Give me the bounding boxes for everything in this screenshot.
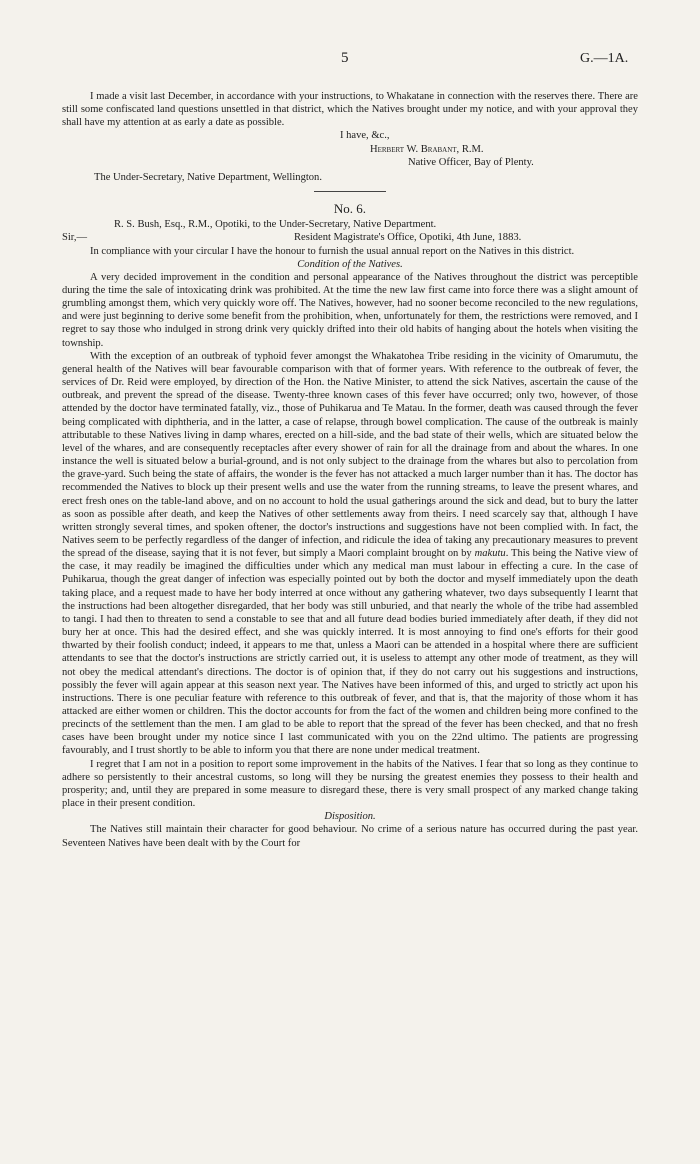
disposition-paragraph-1: The Natives still maintain their character for good behaviour. No crime of a serious nature has occurred during the past year. Seventeen Natives have been dealt with by the Court for — [62, 824, 638, 849]
section-heading-condition: Condition of the Natives. — [297, 258, 403, 270]
closing-line: I have, &c., — [340, 130, 390, 142]
signature-name: Herbert W. Brabant, R.M. — [370, 143, 484, 155]
page-header — [0, 52, 700, 72]
salutation-row — [62, 231, 638, 244]
makutu-term: makutu — [474, 548, 506, 560]
document-reference: G.—1A. — [580, 51, 629, 66]
condition-paragraph-1: A very decided improvement in the condition and personal appearance of the Natives throughout the district was perceptible during the time the sale of intoxicating drink was prohibited. At the time the new law first came into force there was a slight amount of grumbling amongst them, which very quickly wore off. The Natives, however, had no sooner become reconciled to the new regulations, and were just beginning to derive some benefit from the prohibition, when, unfortunately for them, the restrictions were removed, and I regret to say those who indulged in strong drink very quickly drifted into their old habits of hanging about the hotels when visiting the township. — [62, 271, 638, 349]
signature-title: Native Officer, Bay of Plenty. — [408, 156, 534, 168]
section-heading-disposition: Disposition. — [324, 811, 376, 823]
condition-paragraph-2-part-a: With the exception of an outbreak of typhoid fever amongst the Whakatohea Tribe residing in the vicinity of Omarumutu, the general health of the Natives will bear favourable comparison with that of former years. With reference to the outbreak of fever, the services of Dr. Reid were employed, by direction of the Hon. the Native Minister, to attend the sick Natives, ascertain the cause of the outbreak, and prevent the spread of the disease. Twenty-three known cases of this fever have occurred; only two, however, of those attended by the doctor have terminated fatally, viz., those of Puhikarua and Te Matau. In the former, death was caused through the fever being complicated with diphtheria, and in the latter, a case of relapse, through bowel complication. The cause of the outbreak is mainly attributable to these Natives living in damp whares, erected on a hill-side, and the bad state of their wells, which are situated below the level of the whares, and are consequently receptacles after every shower of rain for all the drainage from and about the whares. In one instance the well is situated below a burial-ground, and is not only subject to the drainage from the whares but also to percolation from the grave-yard. Such being the state of affairs, the wonder is the fever has not attacked a much larger number than it has. The doctor has recommended the Natives to block up their present wells and use the water from the running streams, to leave the present whares, and erect fresh ones on the table-land above, and on no account to hold the usual gatherings around the sick and dead, but to bury the latter as soon as possible after death, and keep the Natives of other settlements away from theirs. I need scarcely say that, although I have written strongly several times, and spoken oftener, the doctor's instructions and suggestions have not been complied with. In fact, the Natives seem to be perfectly regardless of the danger of infection, and ridicule the idea of taking any precautionary measures to prevent the spread of the disease, saying that it is not fever, but simply a Maori complaint brought on by — [62, 350, 638, 560]
report-intro: In compliance with your circular I have the honour to furnish the usual annual report on the Natives in this district. — [90, 245, 575, 257]
location-date: Resident Magistrate's Office, Opotiki, 4th June, 1883. — [294, 232, 522, 244]
condition-paragraph-3: I regret that I am not in a position to report some improvement in the habits of the Natives. I fear that so long as they continue to adhere so persistently to their ancestral customs, so long will they be nursing the greatest enemies they possess to their health and prosperity; and, until they are prepared in some measure to disregard these, there is very small prospect of any marked change taking place in their present condition. — [62, 758, 638, 810]
condition-paragraph-2 — [62, 350, 638, 758]
page-body — [62, 90, 638, 850]
condition-paragraph-2-part-b: . This being the Native view of the case, it may readily be imagined the difficulties under which any medical man must labour in effecting a cure. In the case of Puhikarua, though the great danger of infection was especially pointed out by both the doctor and myself immediately upon the death taking place, and a request made to have her body interred at once without any gathering whatever, two days subsequently I learnt that the instructions had been altogether disregarded, that her body was still unburied, and that nearly the whole of the tribe had assembled to tangi. I had then to threaten to send a constable to see that and all future dead bodies buried immediately after death, if they did not bury her at once. This had the desired effect, and she was quickly interred. It is most annoying to find one's efforts for their good thwarted by their foolish conduct; indeed, it appears to me that, unless a Maori can be attended in a hospital where there are sufficient attendants to see that the doctor's instructions are strictly carried out, it is useless to attempt any other mode of treatment, as they will not obey the medical attendant's directions. The doctor is of opinion that, if they do not carry out his suggestions and instructions, possibly the fever will again appear at this season next year. The Natives have been informed of this, and urged to strictly act upon his instructions. There is one peculiar feature with reference to this outbreak of fever, and that is, that the majority of those whom it has attacked are either women or children. This the doctor accounts for from the fact of the women and children being more confined to the precincts of the settlement than the men. I am glad to be able to report that the spread of the fever has been checked, and that no fresh cases have been brought under my notice since I last communicated with you on the 22nd ultimo. The patients are progressing favourably, and I trust shortly to be able to inform you that there are none under medical treatment. — [62, 548, 639, 757]
report-from-line: R. S. Bush, Esq., R.M., Opotiki, to the Under-Secretary, Native Department. — [114, 219, 437, 231]
page-number: 5 — [341, 50, 349, 66]
salutation: Sir,— — [62, 232, 88, 244]
previous-letter-paragraph: I made a visit last December, in accordance with your instructions, to Whakatane in connection with the reserves there. There are still some confiscated land questions unsettled in that district, which the Natives brought under my notice, and with your approval they shall have my attention at as early a date as possible. — [62, 91, 638, 129]
report-number: No. 6. — [333, 201, 367, 217]
addressee: The Under-Secretary, Native Department, Wellington. — [94, 171, 322, 183]
section-divider — [314, 191, 386, 192]
